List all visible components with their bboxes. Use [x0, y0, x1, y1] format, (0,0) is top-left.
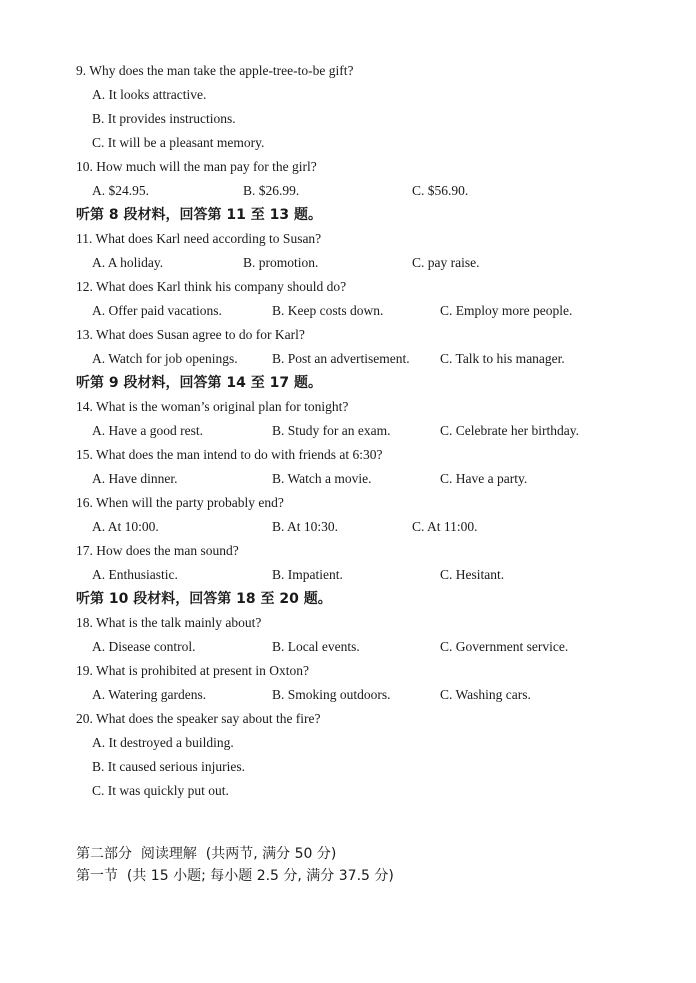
- question-9: 9. Why does the man take the apple-tree-to-be gift?: [76, 63, 354, 78]
- question-20: 20. What does the speaker say about the fire?: [76, 711, 321, 726]
- question-15-option-a: A. Have dinner.: [92, 471, 178, 486]
- question-18: 18. What is the talk mainly about?: [76, 615, 262, 630]
- question-9-option-a: A. It looks attractive.: [92, 87, 207, 102]
- question-14-option-a: A. Have a good rest.: [92, 423, 203, 438]
- question-13: 13. What does Susan agree to do for Karl?: [76, 327, 305, 342]
- part-2-section-1-subtitle: 第一节 (共 15 小题; 每小题 2.5 分, 满分 37.5 分): [76, 868, 394, 884]
- question-19: 19. What is prohibited at present in Oxton?: [76, 663, 309, 678]
- question-14-option-c: C. Celebrate her birthday.: [440, 423, 579, 438]
- question-11-option-c: C. pay raise.: [412, 255, 480, 270]
- question-13-option-c: C. Talk to his manager.: [440, 351, 565, 366]
- question-14-option-b: B. Study for an exam.: [272, 423, 391, 438]
- question-17-option-a: A. Enthusiastic.: [92, 567, 178, 582]
- question-12-option-a: A. Offer paid vacations.: [92, 303, 222, 318]
- question-12-option-b: B. Keep costs down.: [272, 303, 384, 318]
- question-19-option-b: B. Smoking outdoors.: [272, 687, 391, 702]
- question-15: 15. What does the man intend to do with friends at 6:30?: [76, 447, 383, 462]
- question-18-option-b: B. Local events.: [272, 639, 360, 654]
- question-20-option-a: A. It destroyed a building.: [92, 735, 234, 750]
- question-20-option-c: C. It was quickly put out.: [92, 783, 229, 798]
- question-20-option-b: B. It caused serious injuries.: [92, 759, 245, 774]
- section-8-heading: 听第 8 段材料，回答第 11 至 13 题。: [76, 207, 322, 223]
- section-9-heading: 听第 9 段材料，回答第 14 至 17 题。: [76, 375, 322, 391]
- question-12-option-c: C. Employ more people.: [440, 303, 573, 318]
- question-11: 11. What does Karl need according to Susan?: [76, 231, 322, 246]
- question-10: 10. How much will the man pay for the girl?: [76, 159, 317, 174]
- question-16-option-b: B. At 10:30.: [272, 519, 339, 534]
- question-11-option-a: A. A holiday.: [92, 255, 164, 270]
- part-2-title: 第二部分 阅读理解 (共两节, 满分 50 分): [76, 846, 337, 862]
- question-16-option-c: C. At 11:00.: [412, 519, 478, 534]
- question-17-option-b: B. Impatient.: [272, 567, 343, 582]
- question-17-option-c: C. Hesitant.: [440, 567, 505, 582]
- question-15-option-c: C. Have a party.: [440, 471, 528, 486]
- question-9-option-c: C. It will be a pleasant memory.: [92, 135, 265, 150]
- question-9-option-b: B. It provides instructions.: [92, 111, 236, 126]
- question-18-option-c: C. Government service.: [440, 639, 569, 654]
- question-14: 14. What is the woman’s original plan for tonight?: [76, 399, 349, 414]
- question-16: 16. When will the party probably end?: [76, 495, 284, 510]
- question-13-option-a: A. Watch for job openings.: [92, 351, 238, 366]
- question-19-option-a: A. Watering gardens.: [92, 687, 207, 702]
- section-10-heading: 听第 10 段材料，回答第 18 至 20 题。: [76, 591, 332, 607]
- question-11-option-b: B. promotion.: [243, 255, 319, 270]
- question-10-option-c: C. $56.90.: [412, 183, 469, 198]
- question-12: 12. What does Karl think his company should do?: [76, 279, 347, 294]
- question-13-option-b: B. Post an advertisement.: [272, 351, 410, 366]
- question-16-option-a: A. At 10:00.: [92, 519, 159, 534]
- question-15-option-b: B. Watch a movie.: [272, 471, 372, 486]
- question-10-option-b: B. $26.99.: [243, 183, 300, 198]
- question-18-option-a: A. Disease control.: [92, 639, 196, 654]
- question-17: 17. How does the man sound?: [76, 543, 239, 558]
- question-10-option-a: A. $24.95.: [92, 183, 149, 198]
- question-19-option-c: C. Washing cars.: [440, 687, 531, 702]
